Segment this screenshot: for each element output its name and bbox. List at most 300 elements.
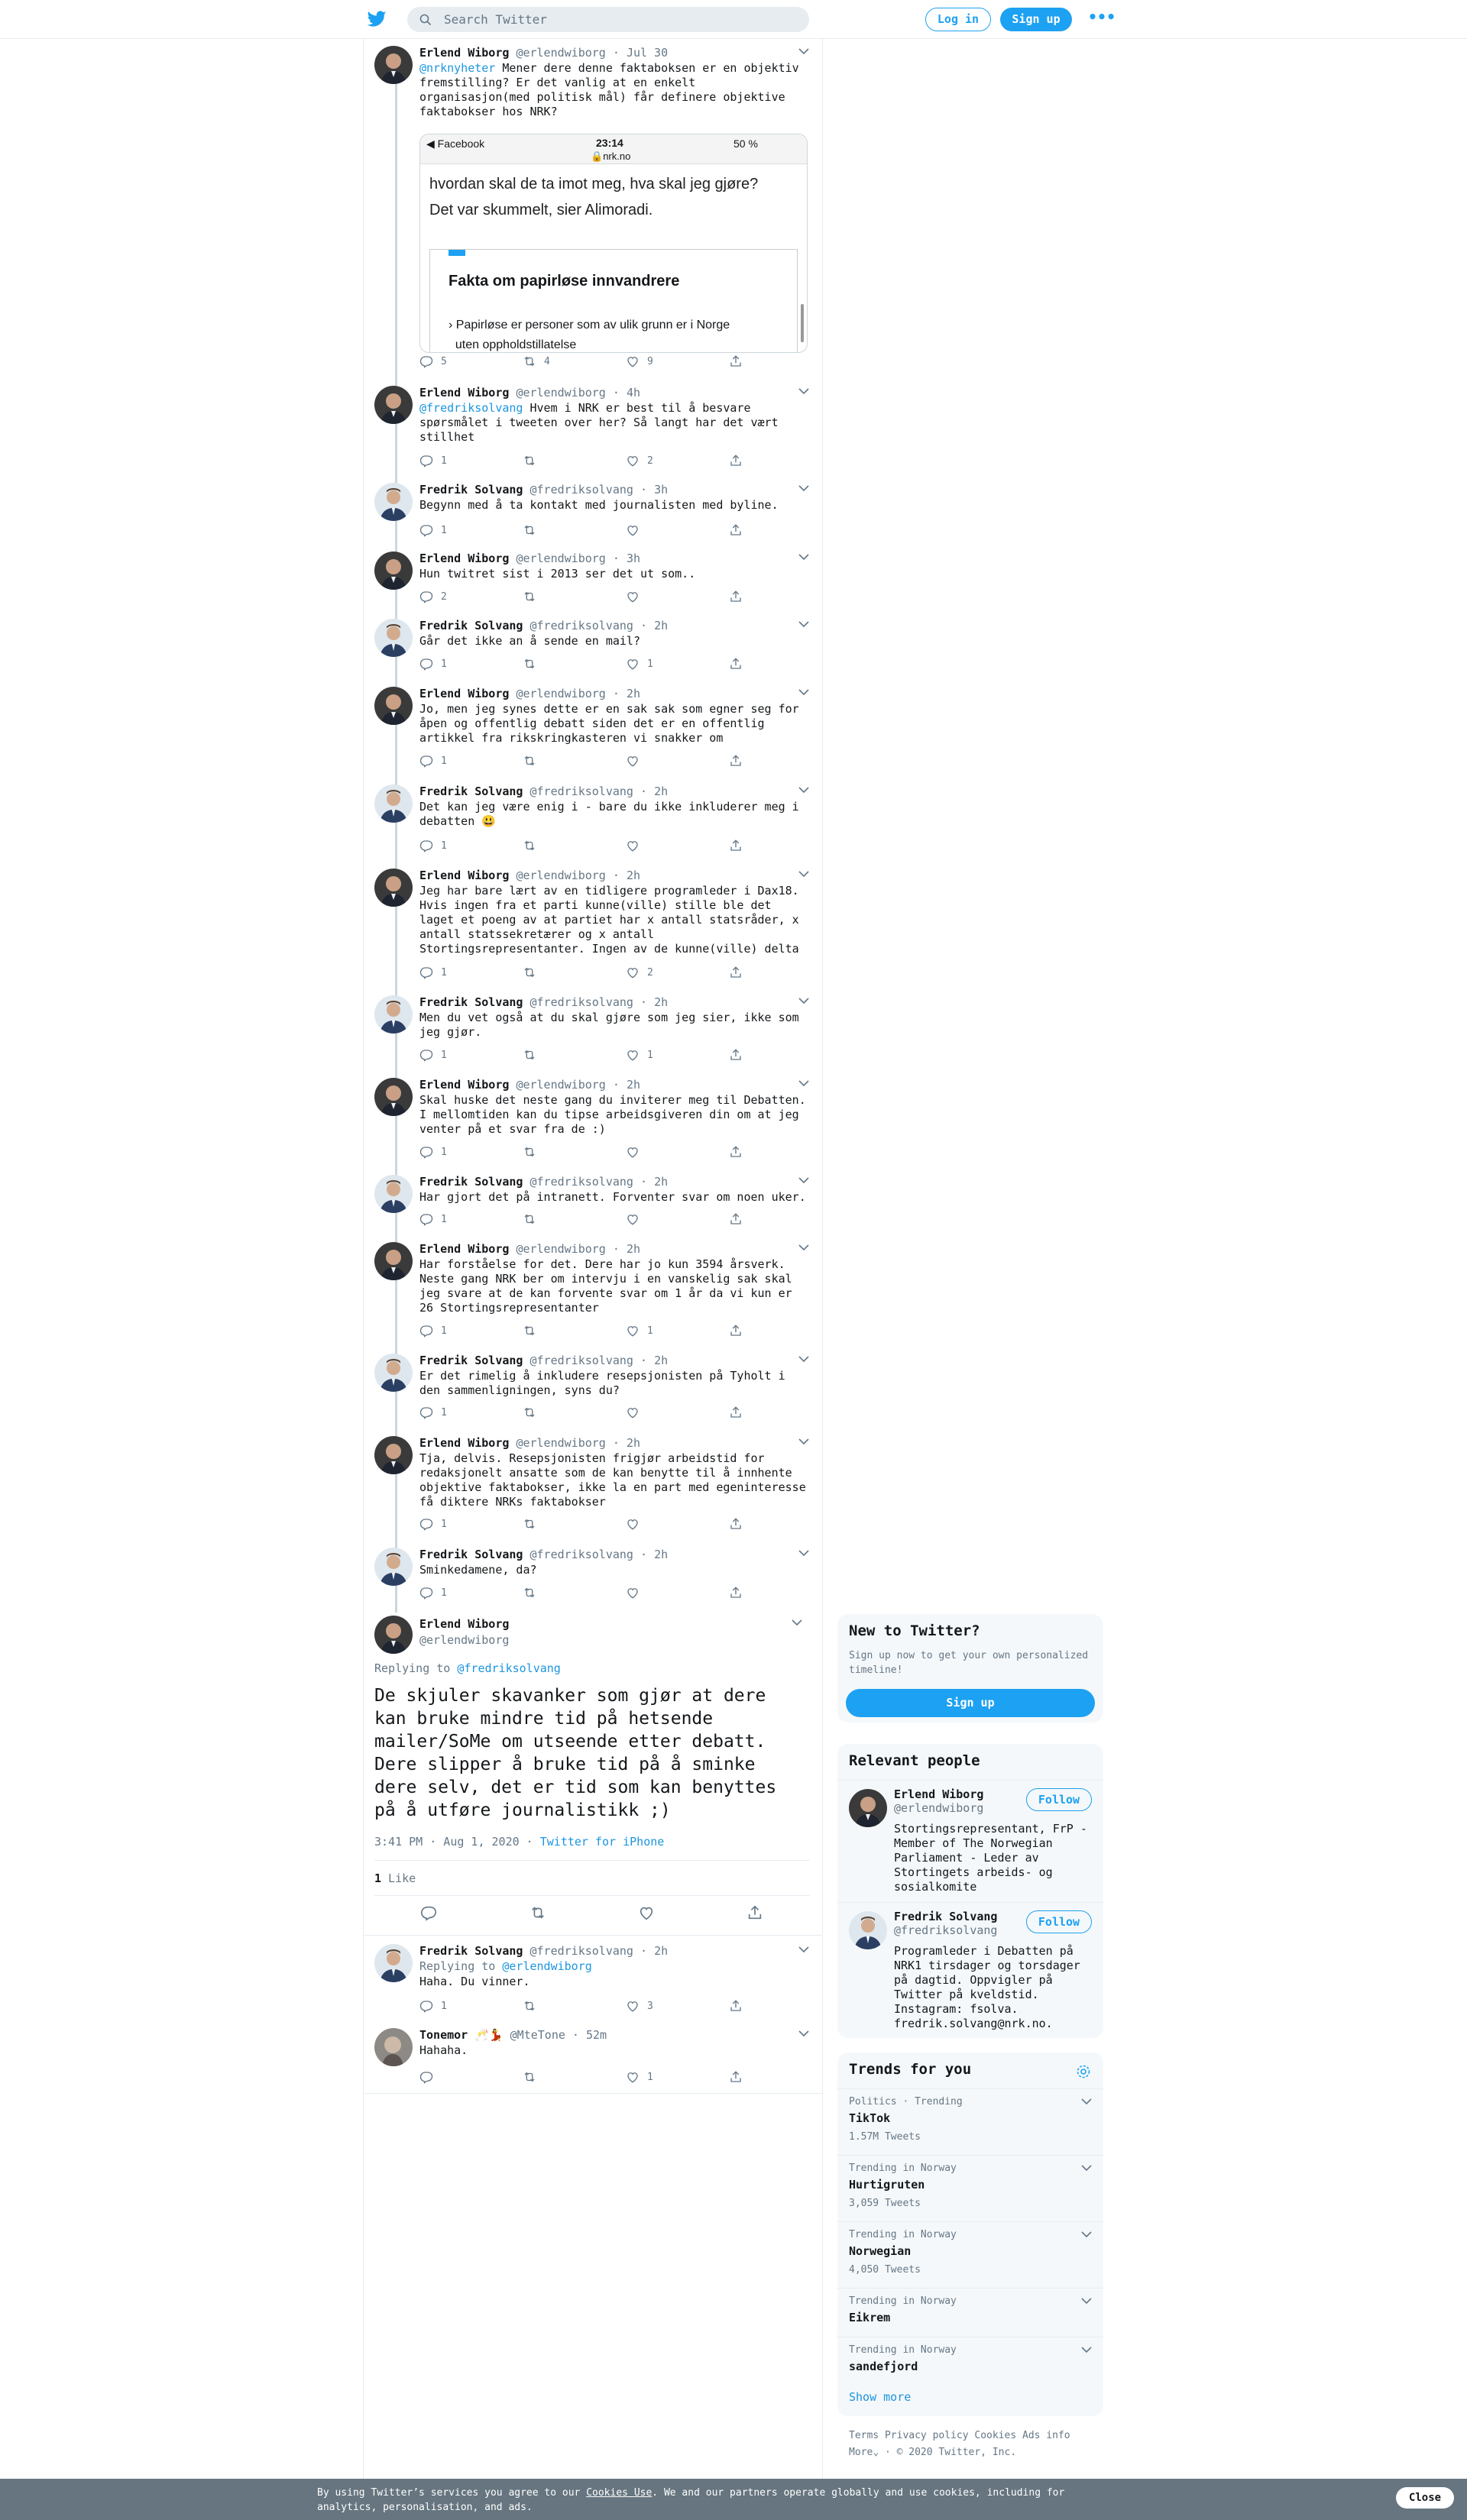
share-action[interactable] (729, 354, 743, 370)
cookies-use-link[interactable]: Cookies Use (586, 2487, 653, 2499)
search-icon (419, 14, 432, 26)
tweet[interactable] (374, 784, 810, 857)
follow-button[interactable]: Follow (1026, 1788, 1092, 1811)
reply-action[interactable]: 1 (419, 1999, 447, 2014)
author-name[interactable]: Erlend Wiborg (419, 552, 510, 565)
tweet-time[interactable]: 2h (626, 1242, 640, 1256)
reply-action[interactable]: 1 (419, 657, 447, 672)
reply-icon (419, 2070, 433, 2084)
tweet-text: Er det rimelig å inkludere resepsjonisten på Tyholt i den sammenligningen, syns du? (419, 1369, 785, 1397)
lock-icon: 🔒nrk.no (591, 150, 631, 162)
like-action[interactable]: 1 (626, 1048, 653, 1063)
person-name[interactable]: Fredrik Solvang (894, 1910, 998, 1923)
tweet-header: Erlend Wiborg @erlendwiborg · 3h (419, 552, 640, 565)
avatar[interactable] (374, 619, 413, 657)
avatar[interactable] (374, 2028, 413, 2066)
tweet-time[interactable]: 2h (654, 1944, 669, 1958)
footer-ads-link[interactable]: Ads info (1022, 2430, 1070, 2441)
reply-icon (419, 1145, 433, 1159)
tweet-time[interactable]: 3h (626, 552, 640, 565)
trend-item[interactable] (837, 2288, 1103, 2337)
person-card[interactable] (837, 1780, 1103, 1902)
chevron-down-icon[interactable] (792, 1619, 802, 1626)
relevant-people-card (837, 1744, 1103, 2038)
like-action[interactable]: 1 (626, 1324, 653, 1339)
author-name[interactable]: Erlend Wiborg (419, 1242, 510, 1256)
tweet-header: Erlend Wiborg @erlendwiborg · Jul 30 (419, 46, 669, 60)
retweet-action[interactable] (523, 2070, 544, 2085)
share-action[interactable] (729, 1406, 743, 1421)
tweet[interactable] (374, 687, 810, 772)
close-button[interactable]: Close (1396, 2487, 1454, 2509)
mention-link[interactable]: @fredriksolvang (419, 401, 523, 415)
footer-privacy-link[interactable]: Privacy policy (884, 2430, 969, 2441)
reply-action[interactable]: 1 (419, 839, 447, 854)
share-action[interactable] (729, 454, 743, 469)
like-icon (626, 1324, 640, 1338)
avatar[interactable] (374, 687, 413, 725)
author-handle[interactable]: @fredriksolvang (529, 1175, 633, 1189)
tweet[interactable] (374, 1436, 810, 1535)
share-action[interactable] (729, 754, 743, 769)
share-action[interactable] (729, 839, 743, 854)
tweet[interactable] (374, 869, 810, 984)
author-handle[interactable]: @erlendwiborg (516, 1242, 606, 1256)
share-icon (729, 590, 743, 603)
avatar[interactable] (374, 869, 413, 907)
reply-icon (419, 839, 433, 852)
scrollbar[interactable] (801, 304, 804, 342)
retweet-action[interactable] (523, 1324, 544, 1339)
retweet-action[interactable] (523, 523, 544, 539)
tweet-time[interactable]: 2h (626, 687, 640, 700)
author-name[interactable]: Fredrik Solvang (419, 1548, 523, 1561)
chevron-down-icon[interactable] (1081, 2164, 1092, 2172)
chevron-down-icon[interactable] (798, 870, 809, 878)
replying-to-link[interactable]: @fredriksolvang (457, 1661, 561, 1675)
share-icon (729, 1406, 743, 1419)
replying-to: Replying to @erlendwiborg (419, 1959, 592, 1973)
tweet-actions (419, 1517, 740, 1532)
reply-action[interactable] (419, 2070, 441, 2085)
reply-action[interactable]: 1 (419, 1048, 447, 1063)
chevron-down-icon[interactable] (798, 786, 809, 794)
reply-tweet[interactable] (374, 2028, 810, 2088)
person-bio: Programleder i Debatten på NRK1 tirsdager og torsdager på dagtid. Oppvigler på Twitter på kveldstid. Instagram: fsolva. fredrik.solvang@nrk.no. (894, 1944, 1080, 2030)
tweet-header: Fredrik Solvang @fredriksolvang · 2h (419, 1548, 669, 1561)
mention-link[interactable]: @nrknyheter (419, 61, 496, 75)
chevron-down-icon[interactable] (798, 1355, 809, 1363)
share-action[interactable] (729, 1517, 743, 1532)
trend-name: Norwegian (849, 2244, 912, 2258)
tweet[interactable] (374, 46, 810, 373)
follow-button[interactable]: Follow (1026, 1910, 1092, 1933)
author-name[interactable]: Erlend Wiborg (419, 1078, 510, 1092)
like-icon (626, 1586, 640, 1600)
tweet-actions (419, 839, 740, 854)
trend-item[interactable] (837, 2337, 1103, 2386)
twitter-bird-icon[interactable] (367, 10, 387, 28)
chevron-down-icon[interactable] (798, 484, 809, 492)
like-action[interactable] (626, 1517, 647, 1532)
reply-icon (419, 1048, 433, 1062)
tweet[interactable] (374, 1354, 810, 1424)
author-handle[interactable]: @erlendwiborg (516, 386, 606, 400)
trend-item[interactable] (837, 2088, 1103, 2156)
tweet-time[interactable]: 4h (626, 386, 640, 400)
likes-count[interactable]: 1 Like (374, 1871, 416, 1885)
cookie-banner (0, 2479, 1467, 2520)
author-handle[interactable]: @fredriksolvang (529, 995, 633, 1009)
tweet-time[interactable]: Jul 30 (626, 46, 669, 60)
retweet-icon (523, 1586, 536, 1600)
tweet[interactable] (374, 1175, 810, 1231)
like-action[interactable] (626, 523, 647, 539)
tweet-time[interactable]: 3h (654, 483, 669, 497)
share-icon (729, 1212, 743, 1226)
focused-tweet-text: De skjuler skavanker som gjør at dere kan bruke mindre tid på hetsende mailer/SoMe om utseende etter debatt. Dere slipper å bruke tid på å sminke dere selv, det er tid som kan benyttes på å utføre journalistikk ;) (374, 1686, 777, 1820)
card-title: New to Twitter? (849, 1622, 980, 1639)
embedded-screenshot[interactable]: ◀ Facebook 23:14 50 % 🔒nrk.no hvordan skal de ta imot meg, hva skal jeg gjøre? Det var skummelt, sier Alimoradi. Fakta om papirløse innvandrere › Papirløse er personer som av ulik grunn er i Norge uten oppholdstillatelse (419, 134, 808, 353)
like-icon[interactable] (638, 1904, 655, 1921)
tweet-header: Fredrik Solvang @fredriksolvang · 2h (419, 995, 669, 1009)
avatar[interactable] (374, 1436, 413, 1474)
share-action[interactable] (729, 657, 743, 672)
chevron-down-icon[interactable] (798, 47, 809, 55)
tweet[interactable] (374, 552, 810, 608)
author-handle[interactable]: @fredriksolvang (529, 1944, 633, 1958)
share-icon (729, 966, 743, 979)
chevron-down-icon[interactable] (798, 997, 809, 1004)
reply-icon (419, 523, 433, 537)
like-action[interactable] (626, 1586, 647, 1601)
author-name[interactable]: Erlend Wiborg (419, 869, 510, 882)
tweet-time[interactable]: 2h (654, 995, 669, 1009)
tweet[interactable] (374, 483, 810, 542)
tweet-source-link[interactable]: Twitter for iPhone (539, 1835, 665, 1849)
like-action[interactable] (626, 1145, 647, 1160)
reply-action[interactable]: 1 (419, 966, 447, 981)
chevron-down-icon[interactable] (798, 553, 809, 561)
retweet-action[interactable] (523, 754, 544, 769)
retweet-action[interactable] (523, 590, 544, 605)
chevron-down-icon[interactable] (798, 620, 809, 628)
tweet-actions (419, 1145, 740, 1160)
reply-tweet[interactable] (374, 1944, 810, 2017)
share-action[interactable] (729, 2070, 743, 2085)
retweet-icon (523, 1324, 536, 1338)
reply-action[interactable]: 1 (419, 1324, 447, 1339)
share-action[interactable] (729, 1999, 743, 2014)
replying-to-link[interactable]: @erlendwiborg (502, 1959, 592, 1973)
author-handle[interactable]: @MteTone (510, 2028, 565, 2042)
tweet-actions (419, 754, 740, 769)
trend-item[interactable] (837, 2155, 1103, 2222)
share-icon (729, 2070, 743, 2084)
tweet-actions (419, 454, 740, 469)
like-action[interactable] (626, 839, 647, 854)
retweet-icon (523, 590, 536, 603)
author-name[interactable]: Fredrik Solvang (419, 995, 523, 1009)
settings-gear-icon[interactable] (1076, 2064, 1091, 2079)
tweet-time[interactable]: 2h (626, 1078, 640, 1092)
tweet[interactable] (374, 1242, 810, 1342)
author-handle[interactable]: @erlendwiborg (419, 1633, 510, 1647)
reply-action[interactable]: 1 (419, 1517, 447, 1532)
tweet[interactable] (374, 619, 810, 675)
share-action[interactable] (729, 966, 743, 981)
avatar[interactable] (374, 995, 413, 1034)
like-action[interactable]: 1 (626, 657, 653, 672)
avatar[interactable] (374, 1078, 413, 1116)
reply-icon (419, 966, 433, 979)
share-action[interactable] (729, 1048, 743, 1063)
chevron-down-icon[interactable] (798, 688, 809, 696)
like-action[interactable]: 2 (626, 454, 653, 469)
sidebar-signup-button[interactable]: Sign up (846, 1689, 1095, 1717)
like-action[interactable] (626, 1406, 647, 1421)
person-card[interactable] (837, 1902, 1103, 2032)
reply-action[interactable]: 1 (419, 454, 447, 469)
footer-more-link[interactable]: More⌄ (849, 2447, 879, 2458)
tweet[interactable] (374, 1548, 810, 1604)
trend-count: 3,059 Tweets (849, 2198, 921, 2209)
like-icon (626, 966, 640, 979)
share-action[interactable] (729, 523, 743, 539)
person-bio: Stortingsrepresentant, FrP - Member of The Norwegian Parliament - Leder av Stortingets arbeids- og sosialkomite (894, 1822, 1087, 1894)
tweet-text: Tja, delvis. Resepsjonisten frigjør arbeidstid for redaksjonelt ansatte som de kan benytte til å innhente objektive faktabokser, ikke la en part med egeninteresse få diktere NRKs faktabokser (419, 1451, 806, 1509)
tweet-actions (419, 1048, 740, 1063)
share-action[interactable] (729, 1324, 743, 1339)
avatar[interactable] (849, 1911, 887, 1949)
reply-action[interactable]: 1 (419, 1145, 447, 1160)
tweet-text: Begynn med å ta kontakt med journalisten med byline. (419, 498, 779, 512)
tweet[interactable] (374, 995, 810, 1066)
tweet-text: Går det ikke an å sende en mail? (419, 634, 640, 648)
author-handle[interactable]: @fredriksolvang (529, 1548, 633, 1561)
retweet-icon (523, 657, 536, 671)
tweet-time[interactable]: 52m (585, 2028, 607, 2042)
author-handle[interactable]: @fredriksolvang (529, 1354, 633, 1367)
retweet-action[interactable] (523, 1999, 544, 2014)
reply-icon (419, 590, 433, 603)
avatar[interactable] (374, 483, 413, 521)
retweet-icon (523, 2070, 536, 2084)
retweet-icon (523, 839, 536, 852)
tweet-time[interactable]: 2h (654, 619, 669, 632)
share-action[interactable] (729, 1586, 743, 1601)
search-bar[interactable] (407, 7, 809, 32)
retweet-action[interactable] (523, 1517, 544, 1532)
reply-icon (419, 1406, 433, 1419)
card-title: Relevant people (849, 1752, 980, 1769)
author-name[interactable]: Fredrik Solvang (419, 1944, 523, 1958)
reply-action[interactable]: 1 (419, 1406, 447, 1421)
tweet-time[interactable]: 2h (654, 1175, 669, 1189)
trend-context: Trending in Norway (849, 2229, 957, 2240)
avatar[interactable] (374, 386, 413, 424)
tweet-header: Tonemor 🥂💃 @MteTone · 52m (419, 2028, 607, 2042)
like-action[interactable]: 1 (626, 2070, 653, 2085)
like-icon (626, 1999, 640, 2013)
retweet-icon (523, 1212, 536, 1226)
chevron-down-icon[interactable] (798, 1438, 809, 1445)
cookie-text: By using Twitter’s services you agree to our Cookies Use. We and our partners operate globally and use cookies, including for analytics, personalisation, and ads. (317, 2487, 1065, 2513)
avatar[interactable] (849, 1789, 887, 1827)
author-name[interactable]: Erlend Wiborg (419, 386, 510, 400)
share-icon (729, 657, 743, 671)
tweet-actions (419, 590, 740, 605)
reply-action[interactable]: 1 (419, 1586, 447, 1601)
more-icon[interactable]: ••• (1088, 8, 1116, 26)
tweet-text: Sminkedamene, da? (419, 1563, 537, 1577)
author-name[interactable]: Erlend Wiborg (419, 46, 510, 60)
like-action[interactable] (626, 1212, 647, 1228)
author-name[interactable]: Erlend Wiborg (419, 1436, 510, 1450)
avatar[interactable] (374, 784, 413, 823)
tweet-header: Erlend Wiborg @erlendwiborg · 2h (419, 1242, 640, 1256)
author-name[interactable]: Fredrik Solvang (419, 1354, 523, 1367)
avatar[interactable] (374, 552, 413, 590)
author-name[interactable]: Fredrik Solvang (419, 784, 523, 798)
chevron-down-icon[interactable] (1081, 2297, 1092, 2305)
avatar[interactable] (374, 1175, 413, 1213)
like-action[interactable] (626, 754, 647, 769)
like-action[interactable]: 2 (626, 966, 653, 981)
retweet-action[interactable]: 4 (523, 354, 550, 370)
trend-name: sandefjord (849, 2360, 918, 2373)
like-icon (626, 1145, 640, 1159)
author-name[interactable]: Erlend Wiborg (419, 1617, 510, 1631)
author-name[interactable]: Fredrik Solvang (419, 1175, 523, 1189)
share-icon (729, 1586, 743, 1600)
tweet[interactable] (374, 386, 810, 472)
trend-item[interactable] (837, 2221, 1103, 2289)
search-input[interactable]: Search Twitter (444, 12, 547, 27)
author-name[interactable]: Erlend Wiborg (419, 687, 510, 700)
author-handle[interactable]: @erlendwiborg (516, 1078, 606, 1092)
reply-action[interactable]: 1 (419, 523, 447, 539)
tweet-text: Har forståelse for det. Dere har jo kun 3594 årsverk. Neste gang NRK ber om intervju i en vanskelig sak skal jeg svare at de kan forvente svar om 1 år da vi kun er 26 Stortingsrepresentanter (419, 1257, 792, 1315)
share-icon (729, 754, 743, 768)
tweet-text: @nrknyheter Mener dere denne faktaboksen er en objektiv fremstilling? Er det vanlig at en enkelt organisasjon(med politisk mål) får definere objektive faktabokser hos NRK? (419, 61, 799, 118)
avatar[interactable] (374, 46, 413, 84)
retweet-action[interactable] (523, 839, 544, 854)
footer-terms-link[interactable]: Terms (849, 2430, 879, 2441)
share-action[interactable] (729, 1212, 743, 1228)
author-name[interactable]: Fredrik Solvang (419, 619, 523, 632)
chevron-down-icon[interactable] (798, 1079, 809, 1087)
avatar[interactable] (374, 1616, 413, 1654)
chevron-down-icon[interactable] (798, 1946, 809, 1953)
share-action[interactable] (729, 1145, 743, 1160)
reply-action[interactable]: 2 (419, 590, 447, 605)
tweet-time[interactable]: 2h (654, 784, 669, 798)
author-handle[interactable]: @erlendwiborg (516, 869, 606, 882)
chevron-down-icon[interactable] (1081, 2346, 1092, 2353)
name-emoji: 🥂💃 (474, 2028, 504, 2042)
tweet-header: Fredrik Solvang @fredriksolvang · 2h (419, 784, 669, 798)
author-name[interactable]: Fredrik Solvang (419, 483, 523, 497)
retweet-action[interactable] (523, 454, 544, 469)
reply-icon[interactable] (420, 1904, 437, 1921)
retweet-action[interactable] (523, 1212, 544, 1228)
retweet-icon[interactable] (529, 1904, 546, 1921)
tweet[interactable] (374, 1078, 810, 1163)
tweet-header: Fredrik Solvang @fredriksolvang · 3h (419, 483, 669, 497)
author-handle[interactable]: @erlendwiborg (516, 687, 606, 700)
show-more-link[interactable]: Show more (849, 2390, 912, 2404)
tweet-header: Erlend Wiborg @erlendwiborg · 2h (419, 1078, 640, 1092)
reply-action[interactable]: 1 (419, 1212, 447, 1228)
like-icon (626, 657, 640, 671)
share-icon[interactable] (746, 1904, 763, 1921)
chevron-down-icon[interactable] (1081, 2230, 1092, 2238)
tweet-time[interactable]: 2h (654, 1548, 669, 1561)
person-name[interactable]: Erlend Wiborg (894, 1787, 984, 1801)
person-handle[interactable]: @fredriksolvang (894, 1923, 998, 1937)
author-handle[interactable]: @erlendwiborg (516, 1436, 606, 1450)
retweet-action[interactable] (523, 966, 544, 981)
tweet-actions (419, 1999, 740, 2014)
share-action[interactable] (729, 590, 743, 605)
author-handle[interactable]: @fredriksolvang (529, 483, 633, 497)
tweet-time[interactable]: 2h (626, 1436, 640, 1450)
author-handle[interactable]: @fredriksolvang (529, 784, 633, 798)
login-button[interactable]: Log in (925, 8, 991, 31)
person-handle[interactable]: @erlendwiborg (894, 1801, 984, 1815)
tweet-time[interactable]: 2h (654, 1354, 669, 1367)
trend-count: 4,050 Tweets (849, 2264, 921, 2276)
retweet-action[interactable] (523, 657, 544, 672)
like-icon (626, 523, 640, 537)
author-handle[interactable]: @erlendwiborg (516, 552, 606, 565)
like-action[interactable] (626, 590, 647, 605)
avatar[interactable] (374, 1548, 413, 1586)
like-icon (626, 1048, 640, 1062)
avatar[interactable] (374, 1354, 413, 1392)
retweet-action[interactable] (523, 1406, 544, 1421)
like-action[interactable]: 9 (626, 354, 653, 370)
chevron-down-icon[interactable] (798, 1549, 809, 1557)
retweet-icon (523, 1048, 536, 1062)
chevron-down-icon[interactable] (798, 387, 809, 395)
author-handle[interactable]: @erlendwiborg (516, 46, 606, 60)
reply-icon (419, 754, 433, 768)
like-icon (626, 1517, 640, 1531)
signup-button[interactable]: Sign up (1000, 8, 1072, 31)
retweet-action[interactable] (523, 1048, 544, 1063)
tweet-time[interactable]: 2h (626, 869, 640, 882)
reply-icon (419, 1999, 433, 2013)
chevron-down-icon[interactable] (798, 1176, 809, 1184)
retweet-action[interactable] (523, 1586, 544, 1601)
reply-action[interactable]: 1 (419, 754, 447, 769)
avatar[interactable] (374, 1944, 413, 1982)
author-name[interactable]: Tonemor (419, 2028, 468, 2042)
reply-action[interactable]: 5 (419, 354, 447, 370)
tweet-text: Skal huske det neste gang du inviterer meg til Debatten. I mellomtiden kan du tipse arbeidsgiveren din om at jeg venter på et svar fra de :) (419, 1093, 806, 1136)
author-handle[interactable]: @fredriksolvang (529, 619, 633, 632)
chevron-down-icon[interactable] (798, 2030, 809, 2037)
chevron-down-icon[interactable] (798, 1244, 809, 1251)
like-action[interactable]: 3 (626, 1999, 653, 2014)
tweet-actions (419, 2070, 740, 2085)
retweet-action[interactable] (523, 1145, 544, 1160)
avatar[interactable] (374, 1242, 413, 1280)
footer-cookies-link[interactable]: Cookies (974, 2430, 1017, 2441)
chevron-down-icon[interactable] (1081, 2098, 1092, 2105)
